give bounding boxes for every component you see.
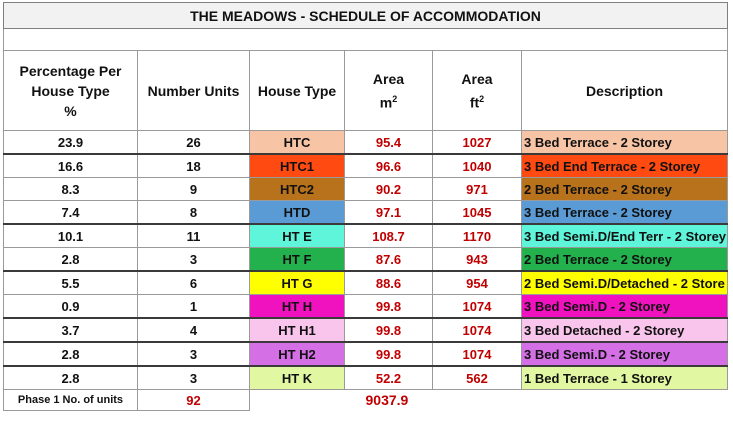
table-row <box>4 318 728 342</box>
house-type-cell[interactable]: HTC2 <box>250 178 345 201</box>
area-ft2-cell[interactable]: 943 <box>433 248 522 272</box>
percentage-cell[interactable]: 5.5 <box>4 271 138 295</box>
house-type-cell[interactable]: HT H1 <box>250 318 345 342</box>
house-type-cell[interactable]: HT H <box>250 295 345 319</box>
footer-label[interactable]: Phase 1 No. of units <box>4 390 138 411</box>
house-type-cell[interactable]: HT H2 <box>250 342 345 366</box>
house-type-cell[interactable]: HTC <box>250 131 345 155</box>
units-cell[interactable]: 6 <box>138 271 250 295</box>
header-percentage-line1: Percentage Per <box>19 62 122 79</box>
house-type-cell[interactable]: HT E <box>250 224 345 248</box>
units-cell[interactable]: 18 <box>138 154 250 178</box>
description-cell[interactable]: 2 Bed Terrace - 2 Storey <box>522 178 728 201</box>
area-ft2-cell[interactable]: 1170 <box>433 224 522 248</box>
footer-row <box>4 390 728 411</box>
header-percentage-line3: % <box>64 102 77 119</box>
description-cell[interactable]: 3 Bed Terrace - 2 Storey <box>522 201 728 225</box>
header-area-m2[interactable] <box>345 51 433 131</box>
table-row <box>4 366 728 390</box>
blank-cell[interactable] <box>4 29 728 51</box>
description-cell[interactable]: 3 Bed Semi.D/End Terr - 2 Storey <box>522 224 728 248</box>
header-area-m2-unit: $m^2$ <box>379 93 398 111</box>
area-ft2-cell[interactable]: 1040 <box>433 154 522 178</box>
accommodation-schedule-sheet <box>3 2 727 411</box>
header-area-ft2-label: Area <box>461 70 493 87</box>
percentage-cell[interactable]: 23.9 <box>4 131 138 155</box>
area-ft2-cell[interactable]: 954 <box>433 271 522 295</box>
area-ft2-cell[interactable]: 1045 <box>433 201 522 225</box>
description-cell[interactable]: 2 Bed Semi.D/Detached - 2 Store <box>522 271 728 295</box>
header-percentage-line2: House Type <box>31 82 110 99</box>
footer-empty-cell-3 <box>522 390 728 411</box>
units-cell[interactable]: 1 <box>138 295 250 319</box>
house-type-cell[interactable]: HTC1 <box>250 154 345 178</box>
units-cell[interactable]: 8 <box>138 201 250 225</box>
house-type-cell[interactable]: HT K <box>250 366 345 390</box>
table-row <box>4 342 728 366</box>
header-house-type[interactable]: House Type <box>250 51 345 131</box>
percentage-cell[interactable]: 16.6 <box>4 154 138 178</box>
area-m2-cell[interactable]: 95.4 <box>345 131 433 155</box>
house-type-cell[interactable]: HT G <box>250 271 345 295</box>
footer-area-total[interactable]: 9037.9 <box>365 392 409 409</box>
area-m2-cell[interactable]: 52.2 <box>345 366 433 390</box>
area-m2-cell[interactable]: 99.8 <box>345 295 433 319</box>
units-cell[interactable]: 26 <box>138 131 250 155</box>
table-row <box>4 248 728 272</box>
table-row <box>4 295 728 319</box>
units-cell[interactable]: 11 <box>138 224 250 248</box>
percentage-cell[interactable]: 3.7 <box>4 318 138 342</box>
table-row <box>4 131 728 155</box>
area-m2-cell[interactable]: 96.6 <box>345 154 433 178</box>
header-number-units[interactable]: Number Units <box>138 51 250 131</box>
percentage-cell[interactable]: 2.8 <box>4 342 138 366</box>
units-cell[interactable]: 3 <box>138 366 250 390</box>
description-cell[interactable]: 3 Bed Terrace - 2 Storey <box>522 131 728 155</box>
area-ft2-cell[interactable]: 1074 <box>433 342 522 366</box>
area-m2-cell[interactable]: 108.7 <box>345 224 433 248</box>
header-percentage[interactable] <box>4 51 138 131</box>
area-ft2-cell[interactable]: 1074 <box>433 295 522 319</box>
percentage-cell[interactable]: 8.3 <box>4 178 138 201</box>
units-cell[interactable]: 4 <box>138 318 250 342</box>
description-cell[interactable]: 3 Bed End Terrace - 2 Storey <box>522 154 728 178</box>
sheet-title[interactable]: THE MEADOWS - SCHEDULE OF ACCOMMODATION <box>4 3 728 29</box>
area-m2-cell[interactable]: 97.1 <box>345 201 433 225</box>
percentage-cell[interactable]: 2.8 <box>4 248 138 272</box>
header-row <box>4 51 728 131</box>
header-area-ft2[interactable] <box>433 51 522 131</box>
title-row <box>4 3 728 29</box>
percentage-cell[interactable]: 10.1 <box>4 224 138 248</box>
footer-empty-cell-2 <box>433 390 522 411</box>
header-area-m2-label: Area <box>372 70 405 87</box>
description-cell[interactable]: 1 Bed Terrace - 1 Storey <box>522 366 728 390</box>
description-cell[interactable]: 3 Bed Semi.D - 2 Storey <box>522 342 728 366</box>
percentage-cell[interactable]: 0.9 <box>4 295 138 319</box>
percentage-cell[interactable]: 7.4 <box>4 201 138 225</box>
area-m2-cell[interactable]: 87.6 <box>345 248 433 272</box>
house-type-cell[interactable]: HT F <box>250 248 345 272</box>
area-ft2-cell[interactable]: 562 <box>433 366 522 390</box>
area-ft2-cell[interactable]: 1074 <box>433 318 522 342</box>
area-m2-cell[interactable]: 90.2 <box>345 178 433 201</box>
header-description[interactable]: Description <box>522 51 728 131</box>
table-row <box>4 271 728 295</box>
header-area-ft2-unit: $ft^2$ <box>469 93 485 111</box>
description-cell[interactable]: 3 Bed Semi.D - 2 Storey <box>522 295 728 319</box>
units-cell[interactable]: 3 <box>138 342 250 366</box>
description-cell[interactable]: 3 Bed Detached - 2 Storey <box>522 318 728 342</box>
percentage-cell[interactable]: 2.8 <box>4 366 138 390</box>
footer-empty-cell <box>250 390 345 411</box>
schedule-table <box>3 2 728 411</box>
area-m2-cell[interactable]: 88.6 <box>345 271 433 295</box>
units-cell[interactable]: 9 <box>138 178 250 201</box>
house-type-cell[interactable]: HTD <box>250 201 345 225</box>
description-cell[interactable]: 2 Bed Terrace - 2 Storey <box>522 248 728 272</box>
area-ft2-cell[interactable]: 1027 <box>433 131 522 155</box>
units-cell[interactable]: 3 <box>138 248 250 272</box>
blank-row <box>4 29 728 51</box>
area-ft2-cell[interactable]: 971 <box>433 178 522 201</box>
table-row <box>4 154 728 178</box>
table-row <box>4 224 728 248</box>
table-row <box>4 201 728 225</box>
area-m2-cell[interactable]: 99.8 <box>345 318 433 342</box>
table-row <box>4 178 728 201</box>
area-m2-cell[interactable]: 99.8 <box>345 342 433 366</box>
footer-units-total[interactable]: 92 <box>138 390 250 411</box>
